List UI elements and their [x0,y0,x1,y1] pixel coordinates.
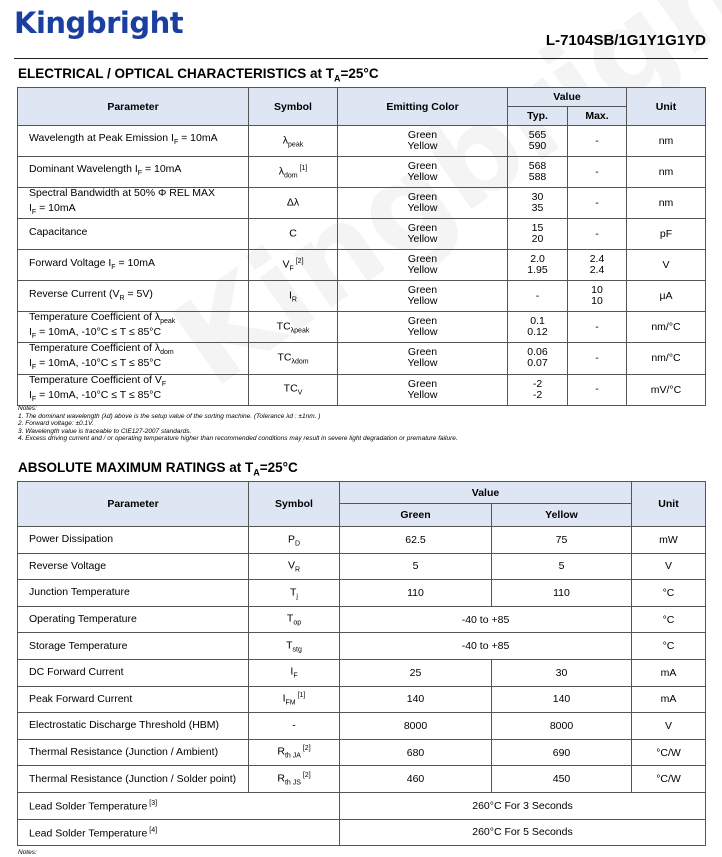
color-yellow: Yellow [407,388,438,401]
typ-cell [508,188,568,219]
max-cell [568,219,627,250]
unit-cell: nm/°C [627,312,706,343]
symbol-text: T [286,612,294,625]
unit-cell: μA [627,281,706,312]
typ-cell [508,219,568,250]
parameter-text: Temperature Coefficient of V [29,373,162,386]
typ-value: 20 [531,233,544,246]
amr-notes: Notes: [18,849,37,856]
parameter-cell [18,606,249,633]
max-value: - [595,196,599,209]
symbol-subscript: λdom [291,358,309,366]
emitting-color-cell [338,157,508,188]
col-emitting-color: Emitting Color [338,88,508,126]
symbol-cell [249,188,338,219]
parameter-note-ref: [4] [147,827,158,835]
green-value-cell: 680 [340,739,492,766]
color-yellow: Yellow [407,357,438,370]
parameter-subscript: F [173,139,179,147]
merged-value-cell: 260°C For 3 Seconds [340,792,706,819]
parameter-subscript: F [111,263,116,271]
table-row [18,157,706,188]
max-value: 10 [591,284,603,297]
max-value: 2.4 [589,264,605,277]
parameter-text: = 10mA [115,256,155,269]
note-line: 3. Wavelength value is traceable to CIE127-2007 standards. [18,427,192,435]
color-green: Green [407,315,438,328]
parameter-condition: I [29,202,32,215]
symbol-text: V [282,258,290,271]
parameter-text: Junction Temperature [29,586,130,599]
symbol-cell [249,739,340,766]
parameter-cell [18,281,249,312]
parameter-text: Wavelength at Peak Emission I [29,132,174,145]
parameter-cell [18,766,249,793]
symbol-cell [249,580,340,607]
symbol-text: TC [283,382,298,395]
symbol-subscript: dom [283,172,298,180]
col-max: Max. [568,107,627,126]
symbol-subscript: F [293,673,298,681]
note-line: 4. Excess driving current and / or operating temperature higher than recommended conditions may result in severe light degradation or premature failure. [18,435,458,443]
max-value: - [595,165,599,178]
yellow-value-cell: 30 [492,659,632,686]
parameter-cell [18,819,340,846]
parameter-subscript: F [31,395,37,403]
parameter-text: = 5V) [124,287,153,300]
kingbright-logo: Kingbright [14,6,184,40]
symbol-text: I [289,289,292,302]
emitting-color-cell [338,343,508,374]
parameter-text: Power Dissipation [29,533,114,546]
symbol-text: TC [276,320,291,333]
eo-characteristics-table [17,87,706,406]
max-cell [568,250,627,281]
color-yellow: Yellow [407,233,438,246]
merged-value-cell: -40 to +85 [340,633,632,660]
parameter-note-ref: [3] [147,800,158,808]
typ-value: - [535,289,540,302]
parameter-text: Temperature Coefficient of λ [29,311,161,324]
parameter-text: = 10mA [142,163,182,176]
parameter-text: Capacitance [29,225,88,238]
symbol-cell [249,686,340,713]
parameter-cell [18,739,249,766]
symbol-subscript: λpeak [290,327,310,335]
symbol-subscript: R [294,566,301,574]
absolute-max-ratings-table [17,481,706,846]
parameter-text: Spectral Bandwidth at 50% Φ REL MAX [29,187,215,199]
unit-cell: V [632,713,706,740]
color-green: Green [407,129,438,141]
symbol-cell [249,766,340,793]
symbol-text: TC [277,351,292,364]
merged-value-cell: -40 to +85 [340,606,632,633]
parameter-condition: = 10mA [36,202,76,215]
parameter-text: Thermal Resistance (Junction / Ambient) [29,746,219,759]
yellow-value-cell: 5 [492,553,632,580]
parameter-text: = 10mA [178,132,218,145]
parameter-condition: I [29,357,32,370]
symbol-note-ref: [1] [295,692,306,700]
symbol-subscript: D [294,540,301,548]
emitting-color-cell [338,219,508,250]
typ-cell [508,281,568,312]
color-green: Green [407,160,438,172]
yellow-value-cell: 450 [492,766,632,793]
typ-value: 0.07 [527,357,548,370]
col-parameter: Parameter [18,482,249,527]
parameter-subscript: F [31,364,37,372]
max-cell [568,374,627,405]
emitting-color-cell [338,250,508,281]
table-row [18,792,706,819]
table-row [18,739,706,766]
green-value-cell: 140 [340,686,492,713]
parameter-text: DC Forward Current [29,666,124,679]
parameter-text: Operating Temperature [29,613,137,626]
parameter-subscript: R [119,294,125,302]
note-line: 1. The dominant wavelength (λd) above is the setup value of the sorting machine. (Tolerance λd : ±1nm. ) [18,412,321,420]
table-row [18,219,706,250]
symbol-cell [249,126,338,157]
unit-cell: V [632,553,706,580]
color-yellow: Yellow [407,171,438,183]
parameter-text: Electrostatic Discharge Threshold (HBM) [29,719,220,732]
symbol-text: T [290,586,297,599]
typ-value: -2 [532,388,543,401]
table-row [18,766,706,793]
col-value: Value [340,482,632,504]
symbol-cell [249,312,338,343]
max-cell [568,343,627,374]
symbol-text: R [277,745,285,758]
parameter-cell [18,633,249,660]
symbol-text: I [290,665,294,678]
symbol-subscript: peak [288,141,304,149]
parameter-subscript: F [161,380,167,388]
green-value-cell: 110 [340,580,492,607]
emitting-color-cell [338,281,508,312]
symbol-text: λ [282,134,289,147]
parameter-text: Lead Solder Temperature [29,800,148,813]
col-typ: Typ. [508,107,568,126]
symbol-text: λ [278,165,284,178]
col-symbol: Symbol [249,88,338,126]
symbol-subscript: F [289,265,294,273]
table-row [18,188,706,219]
typ-value: 588 [528,171,547,183]
symbol-text: C [289,227,297,240]
parameter-subscript: F [31,333,37,341]
symbol-cell [249,157,338,188]
symbol-text: I [282,692,286,705]
col-value: Value [508,88,627,107]
unit-cell: nm [627,126,706,157]
part-number: L-7104SB/1G1Y1G1YD [545,32,706,49]
amr-section-title: ABSOLUTE MAXIMUM RATINGS at $T_A=25^\circ C$ [18,460,298,478]
unit-cell: mV/°C [627,374,706,405]
parameter-cell [18,188,249,219]
parameter-text: Dominant Wavelength I [29,163,138,176]
parameter-subscript: dom [160,349,174,357]
col-yellow: Yellow [492,504,632,527]
unit-cell: nm [627,188,706,219]
symbol-cell [249,527,340,554]
unit-cell: pF [627,219,706,250]
col-parameter: Parameter [18,88,249,126]
typ-cell [508,250,568,281]
unit-cell: V [627,250,706,281]
symbol-cell [249,281,338,312]
parameter-cell [18,250,249,281]
symbol-subscript: stg [292,646,302,654]
symbol-text: R [277,772,285,785]
typ-cell [508,343,568,374]
max-value: 10 [591,295,603,308]
parameter-text: Peak Forward Current [29,692,133,705]
typ-value: 1.95 [527,264,548,277]
table-row [18,126,706,157]
unit-cell: °C [632,633,706,660]
table-row [18,606,706,633]
symbol-subscript: j [296,593,298,601]
max-cell [568,312,627,343]
symbol-subscript: op [293,619,302,627]
parameter-text: Forward Voltage I [29,256,112,269]
max-value: - [595,134,599,147]
typ-cell [508,374,568,405]
max-cell [568,188,627,219]
color-green: Green [407,253,438,266]
table-row [18,819,706,846]
table-row [18,343,706,374]
typ-cell [508,126,568,157]
unit-cell: mA [632,686,706,713]
unit-cell: °C/W [632,766,706,793]
table-row [18,713,706,740]
unit-cell: mW [632,527,706,554]
green-value-cell: 460 [340,766,492,793]
emitting-color-cell [338,126,508,157]
parameter-text: Storage Temperature [29,639,128,652]
symbol-cell [249,606,340,633]
col-green: Green [340,504,492,527]
max-value: - [595,320,599,333]
parameter-subscript: F [31,209,37,217]
emitting-color-cell [338,188,508,219]
typ-value: 0.06 [527,346,548,359]
unit-cell: nm [627,157,706,188]
symbol-subscript: th JA [284,752,301,760]
typ-value: -2 [532,377,543,390]
typ-value: 2.0 [530,253,545,266]
symbol-subscript: th JS [284,779,301,787]
symbol-text: - [292,719,296,732]
symbol-text: T [286,639,293,652]
parameter-condition: = 10mA, -10°C ≤ T ≤ 85°C [36,326,162,339]
color-yellow: Yellow [407,264,438,277]
table-row [18,659,706,686]
typ-value: 0.1 [530,315,545,328]
max-value: - [595,351,599,364]
parameter-cell [18,343,249,374]
parameter-cell [18,553,249,580]
table-row [18,374,706,405]
max-cell [568,281,627,312]
table-row [18,580,706,607]
color-yellow: Yellow [407,202,438,215]
unit-cell: °C/W [632,739,706,766]
symbol-text: P [287,533,295,545]
typ-value: 590 [528,140,547,152]
table-row [18,250,706,281]
symbol-subscript: V [297,389,303,397]
unit-cell: °C [632,580,706,607]
typ-value: 565 [528,129,547,141]
color-green: Green [407,377,438,390]
eo-section-title: ELECTRICAL / OPTICAL CHARACTERISTICS at $T_A=25^\circ C$ [18,66,379,84]
col-unit: Unit [632,482,706,527]
green-value-cell: 5 [340,553,492,580]
max-cell [568,157,627,188]
typ-value: 568 [528,160,547,172]
color-green: Green [407,191,438,204]
yellow-value-cell: 75 [492,527,632,554]
symbol-cell [249,250,338,281]
parameter-cell [18,659,249,686]
note-line: Notes: [18,405,37,412]
symbol-cell [249,553,340,580]
symbol-note-ref: [1] [297,164,308,172]
header-divider [14,58,708,59]
parameter-cell [18,792,340,819]
parameter-cell [18,686,249,713]
parameter-condition: I [29,388,32,401]
unit-cell: nm/°C [627,343,706,374]
symbol-note-ref: [2] [293,257,304,265]
max-value: - [595,383,599,396]
color-yellow: Yellow [407,140,438,152]
unit-cell: mA [632,659,706,686]
green-value-cell: 8000 [340,713,492,740]
typ-cell [508,157,568,188]
merged-value-cell: 260°C For 5 Seconds [340,819,706,846]
symbol-text: Δλ [286,196,300,209]
green-value-cell: 25 [340,659,492,686]
color-yellow: Yellow [407,295,438,308]
typ-value: 30 [531,191,544,204]
emitting-color-cell [338,374,508,405]
typ-value: 15 [531,222,544,235]
eo-notes [18,405,458,443]
parameter-cell [18,527,249,554]
yellow-value-cell: 690 [492,739,632,766]
table-row [18,312,706,343]
parameter-subscript: F [137,170,143,178]
unit-cell: °C [632,606,706,633]
table-row [18,686,706,713]
parameter-cell [18,126,249,157]
parameter-subscript: peak [160,318,176,326]
parameter-cell [18,219,249,250]
parameter-condition: = 10mA, -10°C ≤ T ≤ 85°C [36,388,162,401]
col-symbol: Symbol [249,482,340,527]
green-value-cell: 62.5 [340,527,492,554]
parameter-text: Reverse Voltage [29,559,107,572]
parameter-cell [18,374,249,405]
max-cell [568,126,627,157]
table-row [18,527,706,554]
symbol-cell [249,374,338,405]
parameter-text: Temperature Coefficient of λ [29,342,161,355]
symbol-subscript: FM [285,699,296,707]
typ-value: 35 [531,202,544,215]
parameter-text: Reverse Current (V [29,287,120,300]
note-line: 2. Forward voltage: ±0.1V. [18,420,94,428]
parameter-text: Lead Solder Temperature [29,827,148,840]
col-unit: Unit [627,88,706,126]
table-row [18,553,706,580]
parameter-condition: I [29,326,32,339]
yellow-value-cell: 8000 [492,713,632,740]
symbol-text: V [287,559,295,572]
symbol-cell [249,633,340,660]
symbol-note-ref: [2] [300,745,311,753]
typ-cell [508,312,568,343]
color-green: Green [407,346,438,359]
parameter-cell [18,157,249,188]
yellow-value-cell: 140 [492,686,632,713]
color-green: Green [407,222,438,235]
parameter-cell [18,312,249,343]
symbol-cell [249,659,340,686]
table-row [18,633,706,660]
parameter-cell [18,713,249,740]
symbol-cell [249,713,340,740]
max-value: 2.4 [589,253,605,266]
max-value: - [595,227,599,240]
color-green: Green [407,284,438,297]
parameter-condition: = 10mA, -10°C ≤ T ≤ 85°C [36,357,162,370]
parameter-text: Thermal Resistance (Junction / Solder point) [29,772,237,785]
parameter-cell [18,580,249,607]
emitting-color-cell [338,312,508,343]
color-yellow: Yellow [407,326,438,339]
symbol-note-ref: [2] [300,771,311,779]
symbol-subscript: R [291,296,297,304]
yellow-value-cell: 110 [492,580,632,607]
symbol-cell [249,343,338,374]
table-row [18,281,706,312]
symbol-cell [249,219,338,250]
typ-value: 0.12 [527,326,548,339]
